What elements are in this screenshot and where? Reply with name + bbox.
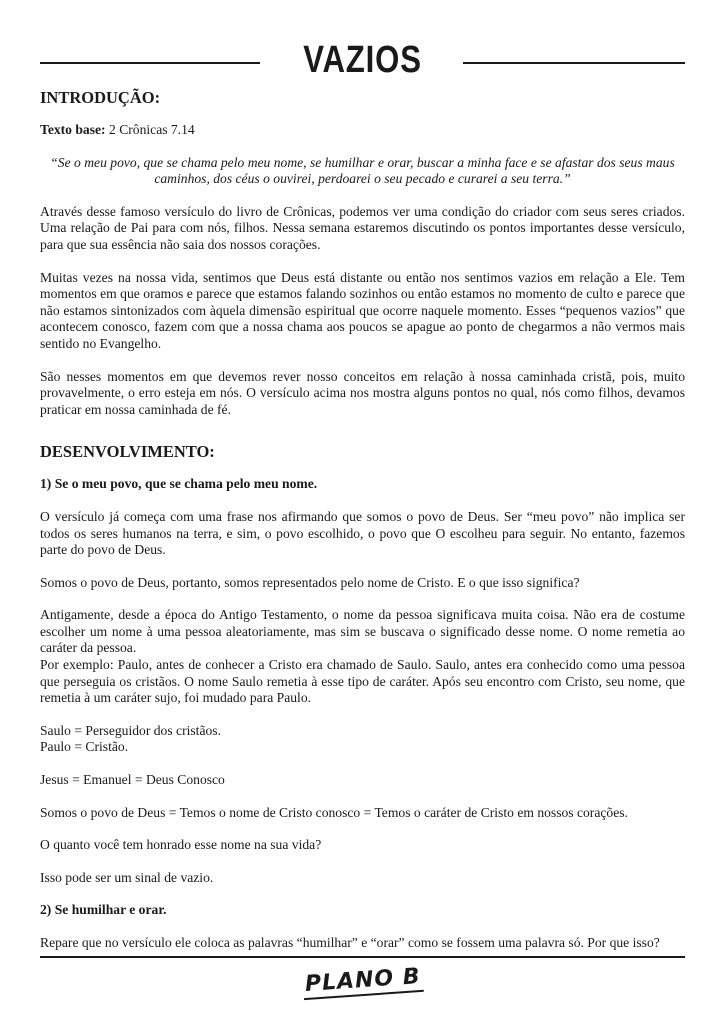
title-divider-right — [463, 62, 685, 64]
base-text-label: Texto base: — [40, 122, 106, 137]
development-paragraph-4: Por exemplo: Paulo, antes de conhecer a Cristo era chamado de Saulo. Saulo, antes era conhecido como uma pessoa que perseguia os cristãos. O nome Saulo remetia à esse tipo de caráter. Após seu encontro com Cristo, seu nome, que remetia à um caráter sujo, foi mudado para Paulo. — [40, 657, 685, 706]
development-heading: DESENVOLVIMENTO: — [40, 442, 215, 462]
intro-paragraph-2: Muitas vezes na nossa vida, sentimos que Deus está distante ou então nos sentimos vazios em relação a Ele. Tem momentos em que oramos e parece que estamos falando sozinhos ou então estamos no momento de culto e parece que não estamos sintonizados com àquela dimensão espiritual que ocorre naquele momento. Esses “pequenos vazios” que acontecem conosco, fazem com que a nossa chama aos poucos se apague ao ponto de chegarmos a não vermos mais sentido no Evangelho. — [40, 269, 685, 351]
title-row — [40, 34, 685, 86]
base-text-reference: 2 Crônicas 7.14 — [109, 122, 195, 137]
question-1: O quanto você tem honrado esse nome na sua vida? — [40, 837, 322, 853]
plano-b-logo — [0, 963, 725, 998]
point-1-heading: 1) Se o meu povo, que se chama pelo meu nome. — [40, 476, 318, 492]
intro-paragraph-3: São nesses momentos em que devemos rever nosso conceitos em relação à nossa caminhada cristã, pois, muito provavelmente, o erro esteja em nós. O versículo acima nos mostra alguns pontos no qual, nós como filhos, devamos praticar em nossa caminhada de fé. — [40, 368, 685, 417]
equation-paulo: Paulo = Cristão. — [40, 739, 129, 755]
development-paragraph-3: Antigamente, desde a época do Antigo Testamento, o nome da pessoa significava muita coisa. Não era de costume escolher um nome à uma pessoa aleatoriamente, mas sim se buscava o significado desse nome. O nome remetia ao caráter da pessoa. — [40, 607, 685, 656]
development-paragraph-5: Repare que no versículo ele coloca as palavras “humilhar” e “orar” como se fossem uma palavra só. Por que isso? — [40, 935, 660, 950]
development-paragraph-1: O versículo já começa com uma frase nos afirmando que somos o povo de Deus. Ser “meu povo” não implica ser todos os seres humanos na terra, e sim, o povo escolhido, o povo que O escolheu para seguir. No entanto, fazemos parte do povo de Deus. — [40, 508, 685, 558]
equation-saulo: Saulo = Perseguidor dos cristãos. — [40, 722, 221, 738]
verse-quote: “Se o meu povo, que se chama pelo meu nome, se humilhar e orar, buscar a minha face e se afastar dos seus maus caminhos, dos céus o ouvirei, perdoarei o seu pecado e curarei a seu terra.” — [50, 154, 675, 187]
development-paragraph-2: Somos o povo de Deus, portanto, somos representados pelo nome de Cristo. E o que isso significa? — [40, 574, 580, 590]
base-text — [40, 122, 685, 139]
point-2-heading: 2) Se humilhar e orar. — [40, 902, 167, 918]
document-body — [40, 88, 685, 968]
page-title: VAZIOS — [303, 39, 422, 81]
equation-povo: Somos o povo de Deus = Temos o nome de Cristo conosco = Temos o caráter de Cristo em nossos corações. — [40, 804, 628, 820]
equation-jesus: Jesus = Emanuel = Deus Conosco — [40, 772, 225, 788]
intro-paragraph-1: Através desse famoso versículo do livro de Crônicas, podemos ver uma condição do criador com seus seres criados. Uma relação de Pai para com nós, filhos. Nessa semana estaremos discutindo os pontos importantes desse versículo, para que sua essência não saia dos nossos corações. — [40, 203, 685, 252]
footer-divider — [40, 956, 685, 958]
logo-text: PLANO B — [302, 964, 423, 1000]
question-2: Isso pode ser um sinal de vazio. — [40, 869, 214, 885]
intro-heading: INTRODUÇÃO: — [40, 88, 161, 107]
